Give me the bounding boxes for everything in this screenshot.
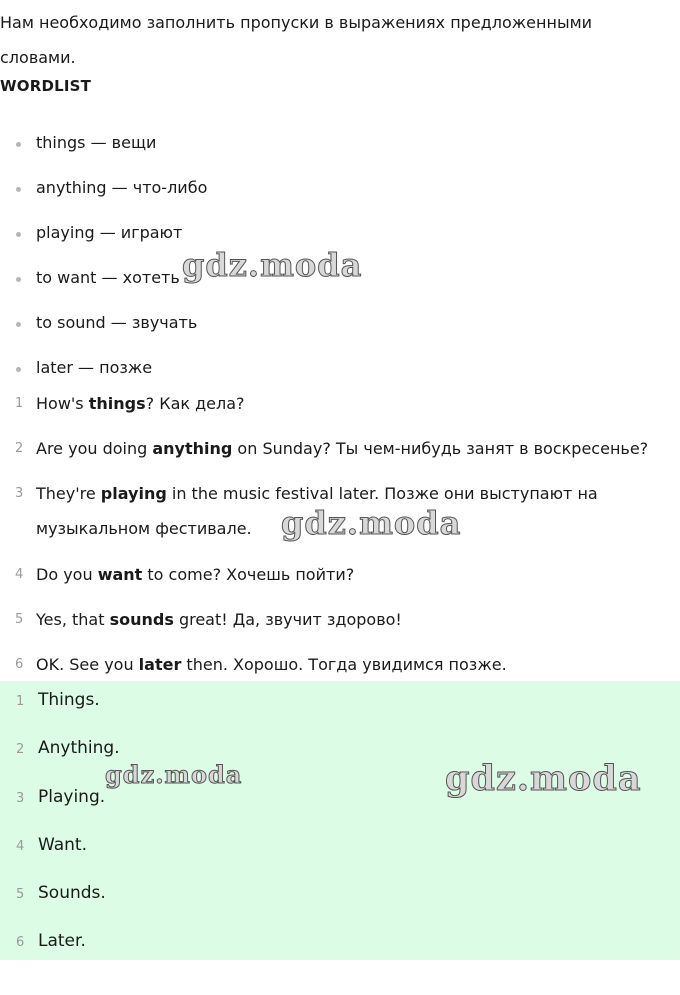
wordlist-title: WORDLIST [0,77,92,95]
bullet-icon [16,142,21,147]
bullet-icon [16,322,21,327]
answer-item: 2 Anything. [16,738,120,758]
sentence-item: 1 How's things? Как дела? [15,394,245,413]
answer-item: 6 Later. [16,931,86,951]
answer-word: want [97,565,143,584]
answer-word: sounds [109,610,174,629]
bullet-icon [16,187,21,192]
intro-text: Нам необходимо заполнить пропуски в выражениях предложенными словами. [0,13,593,67]
wordlist-item: to sound — звучать [36,311,197,335]
answer-word: things [88,394,146,413]
bullet-icon [16,367,21,372]
wordlist-item: later — позже [36,356,152,380]
wordlist-item: things — вещи [36,131,156,155]
sentence-item: 2 Are you doing anything on Sunday? Ты чем-нибудь занят в воскресенье? [15,439,649,458]
wordlist-item: playing — играют [36,221,182,245]
answer-word: anything [152,439,233,458]
sentence-item: 5 Yes, that sounds great! Да, звучит здорово! [15,610,402,629]
answer-item: 4 Want. [16,835,87,855]
bullet-icon [16,232,21,237]
answer-word: later [138,655,182,674]
wordlist-item: anything — что-либо [36,176,207,200]
sentence-item: 4 Do you want to come? Хочешь пойти? [15,565,355,584]
watermark-logo: gdz.moda [281,504,462,542]
answer-box [0,681,680,960]
answer-word: playing [100,484,167,503]
sentence-item: 3 They're playing in the music festival later. Позже они выступают на музыкальном фестивале. [15,484,598,538]
answer-item: 3 Playing. [16,787,106,807]
bullet-icon [16,277,21,282]
wordlist-item: to want — хотеть [36,266,180,290]
answer-item: 5 Sounds. [16,883,106,903]
watermark-logo: gdz.moda [182,246,363,284]
answer-item: 1 Things. [16,690,100,710]
sentence-item: 6 OK. See you later then. Хорошо. Тогда увидимся позже. [15,655,507,674]
watermark-logo: gdz.moda [445,758,642,799]
watermark-logo: gdz.moda [105,760,243,789]
